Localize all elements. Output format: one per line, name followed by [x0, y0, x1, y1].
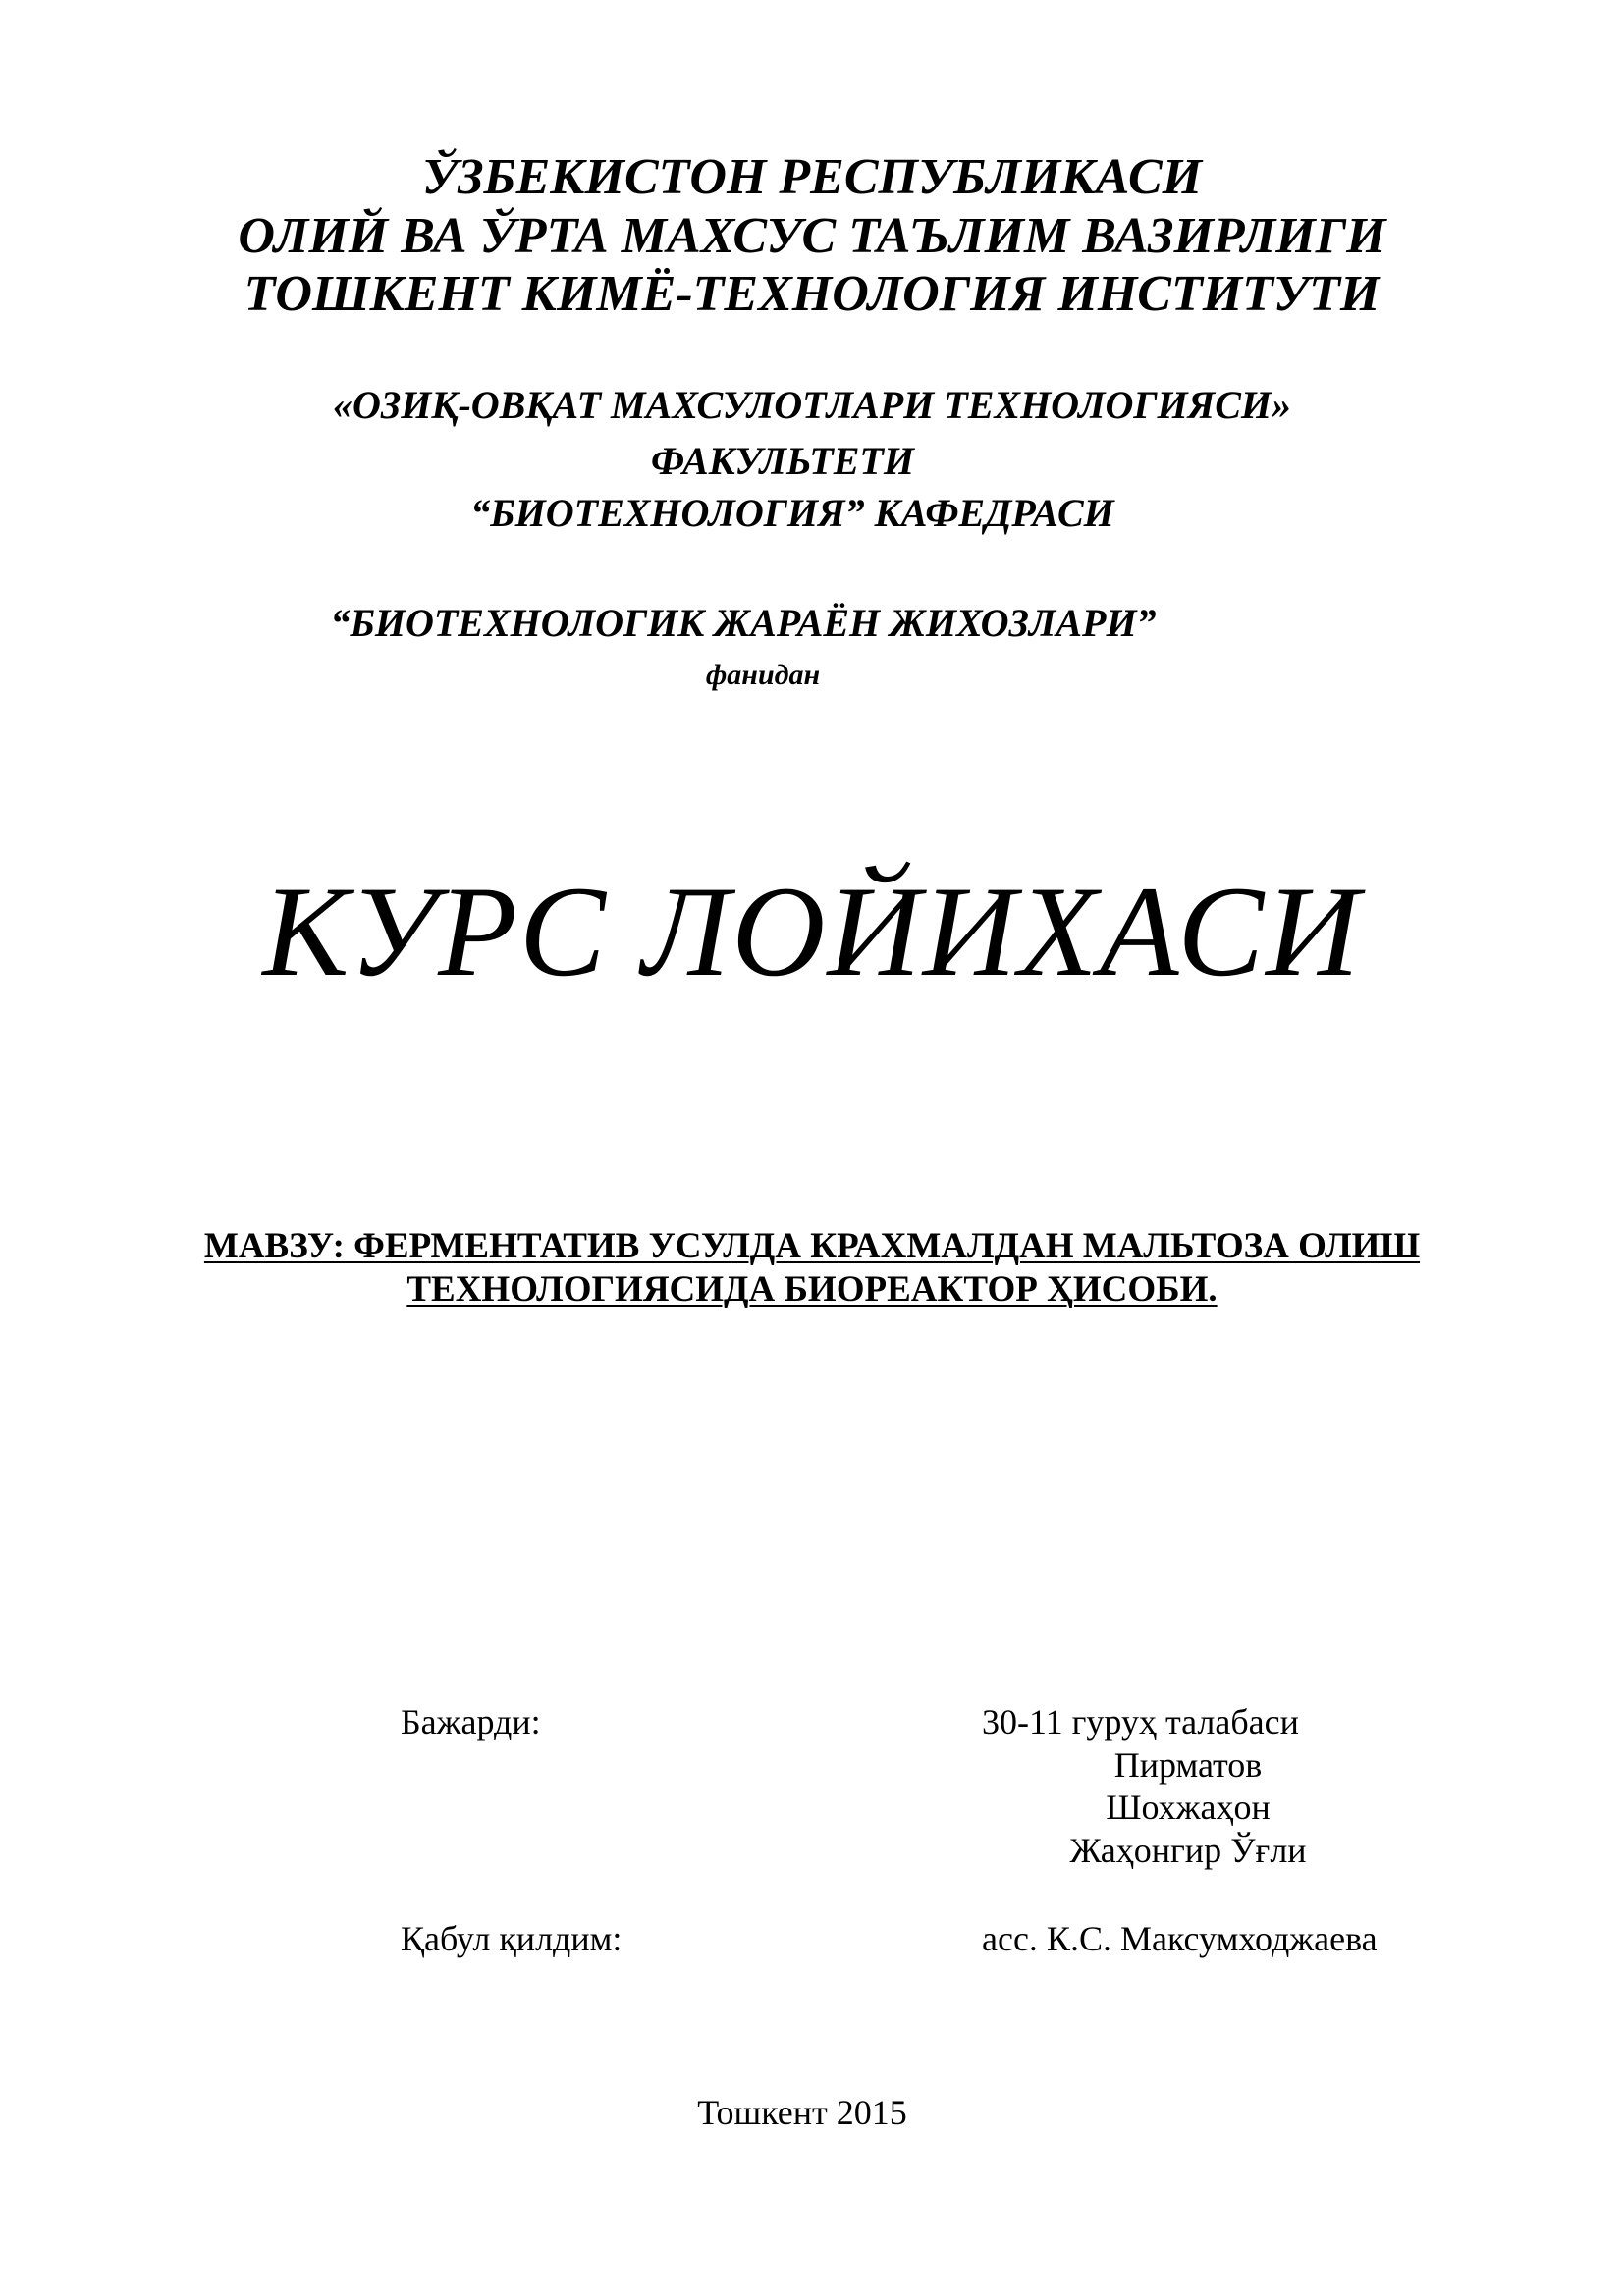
supervisor-name: асс. К.С. Максумходжаева: [982, 1919, 1378, 1958]
student-name: Шохжаҳон: [1106, 1788, 1271, 1827]
ministry-name: ОЛИЙ ВА ЎРТА МАХСУС ТАЪЛИМ ВАЗИРЛИГИ: [238, 208, 1386, 264]
subject-suffix: фанидан: [705, 659, 821, 691]
document-title: КУРС ЛОЙИХАСИ: [262, 859, 1362, 1003]
faculty-label: ФАКУЛЬТЕТИ: [651, 439, 914, 483]
accepted-label: Қабул қилдим:: [401, 1919, 623, 1958]
ministry-country: ЎЗБЕКИСТОН РЕСПУБЛИКАСИ: [421, 149, 1203, 205]
student-patronymic: Жаҳонгир Ўғли: [1069, 1831, 1307, 1870]
topic-line-1: МАВЗУ: ФЕРМЕНТАТИВ УСУЛДА КРАХМАЛДАН МАЛЬТОЗА ОЛИШ: [203, 1226, 1421, 1266]
faculty-name: «ОЗИҚ-ОВҚАТ МАХСУЛОТЛАРИ ТЕХНОЛОГИЯСИ»: [332, 383, 1292, 427]
student-group: 30-11 гуруҳ талабаси: [982, 1702, 1299, 1741]
city-year: Тошкент 2015: [697, 2093, 907, 2132]
performed-label: Бажарди:: [401, 1702, 541, 1741]
subject-name: “БИОТЕХНОЛОГИК ЖАРАЁН ЖИХОЗЛАРИ”: [330, 601, 1157, 645]
student-surname: Пирматов: [1113, 1745, 1263, 1785]
department-name: “БИОТЕХНОЛОГИЯ” КАФЕДРАСИ: [470, 491, 1114, 535]
topic-line-2: ТЕХНОЛОГИЯСИДА БИОРЕАКТОР ҲИСОБИ.: [406, 1269, 1218, 1309]
institute-name: ТОШКЕНТ КИМЁ-ТЕХНОЛОГИЯ ИНСТИТУТИ: [244, 266, 1380, 322]
